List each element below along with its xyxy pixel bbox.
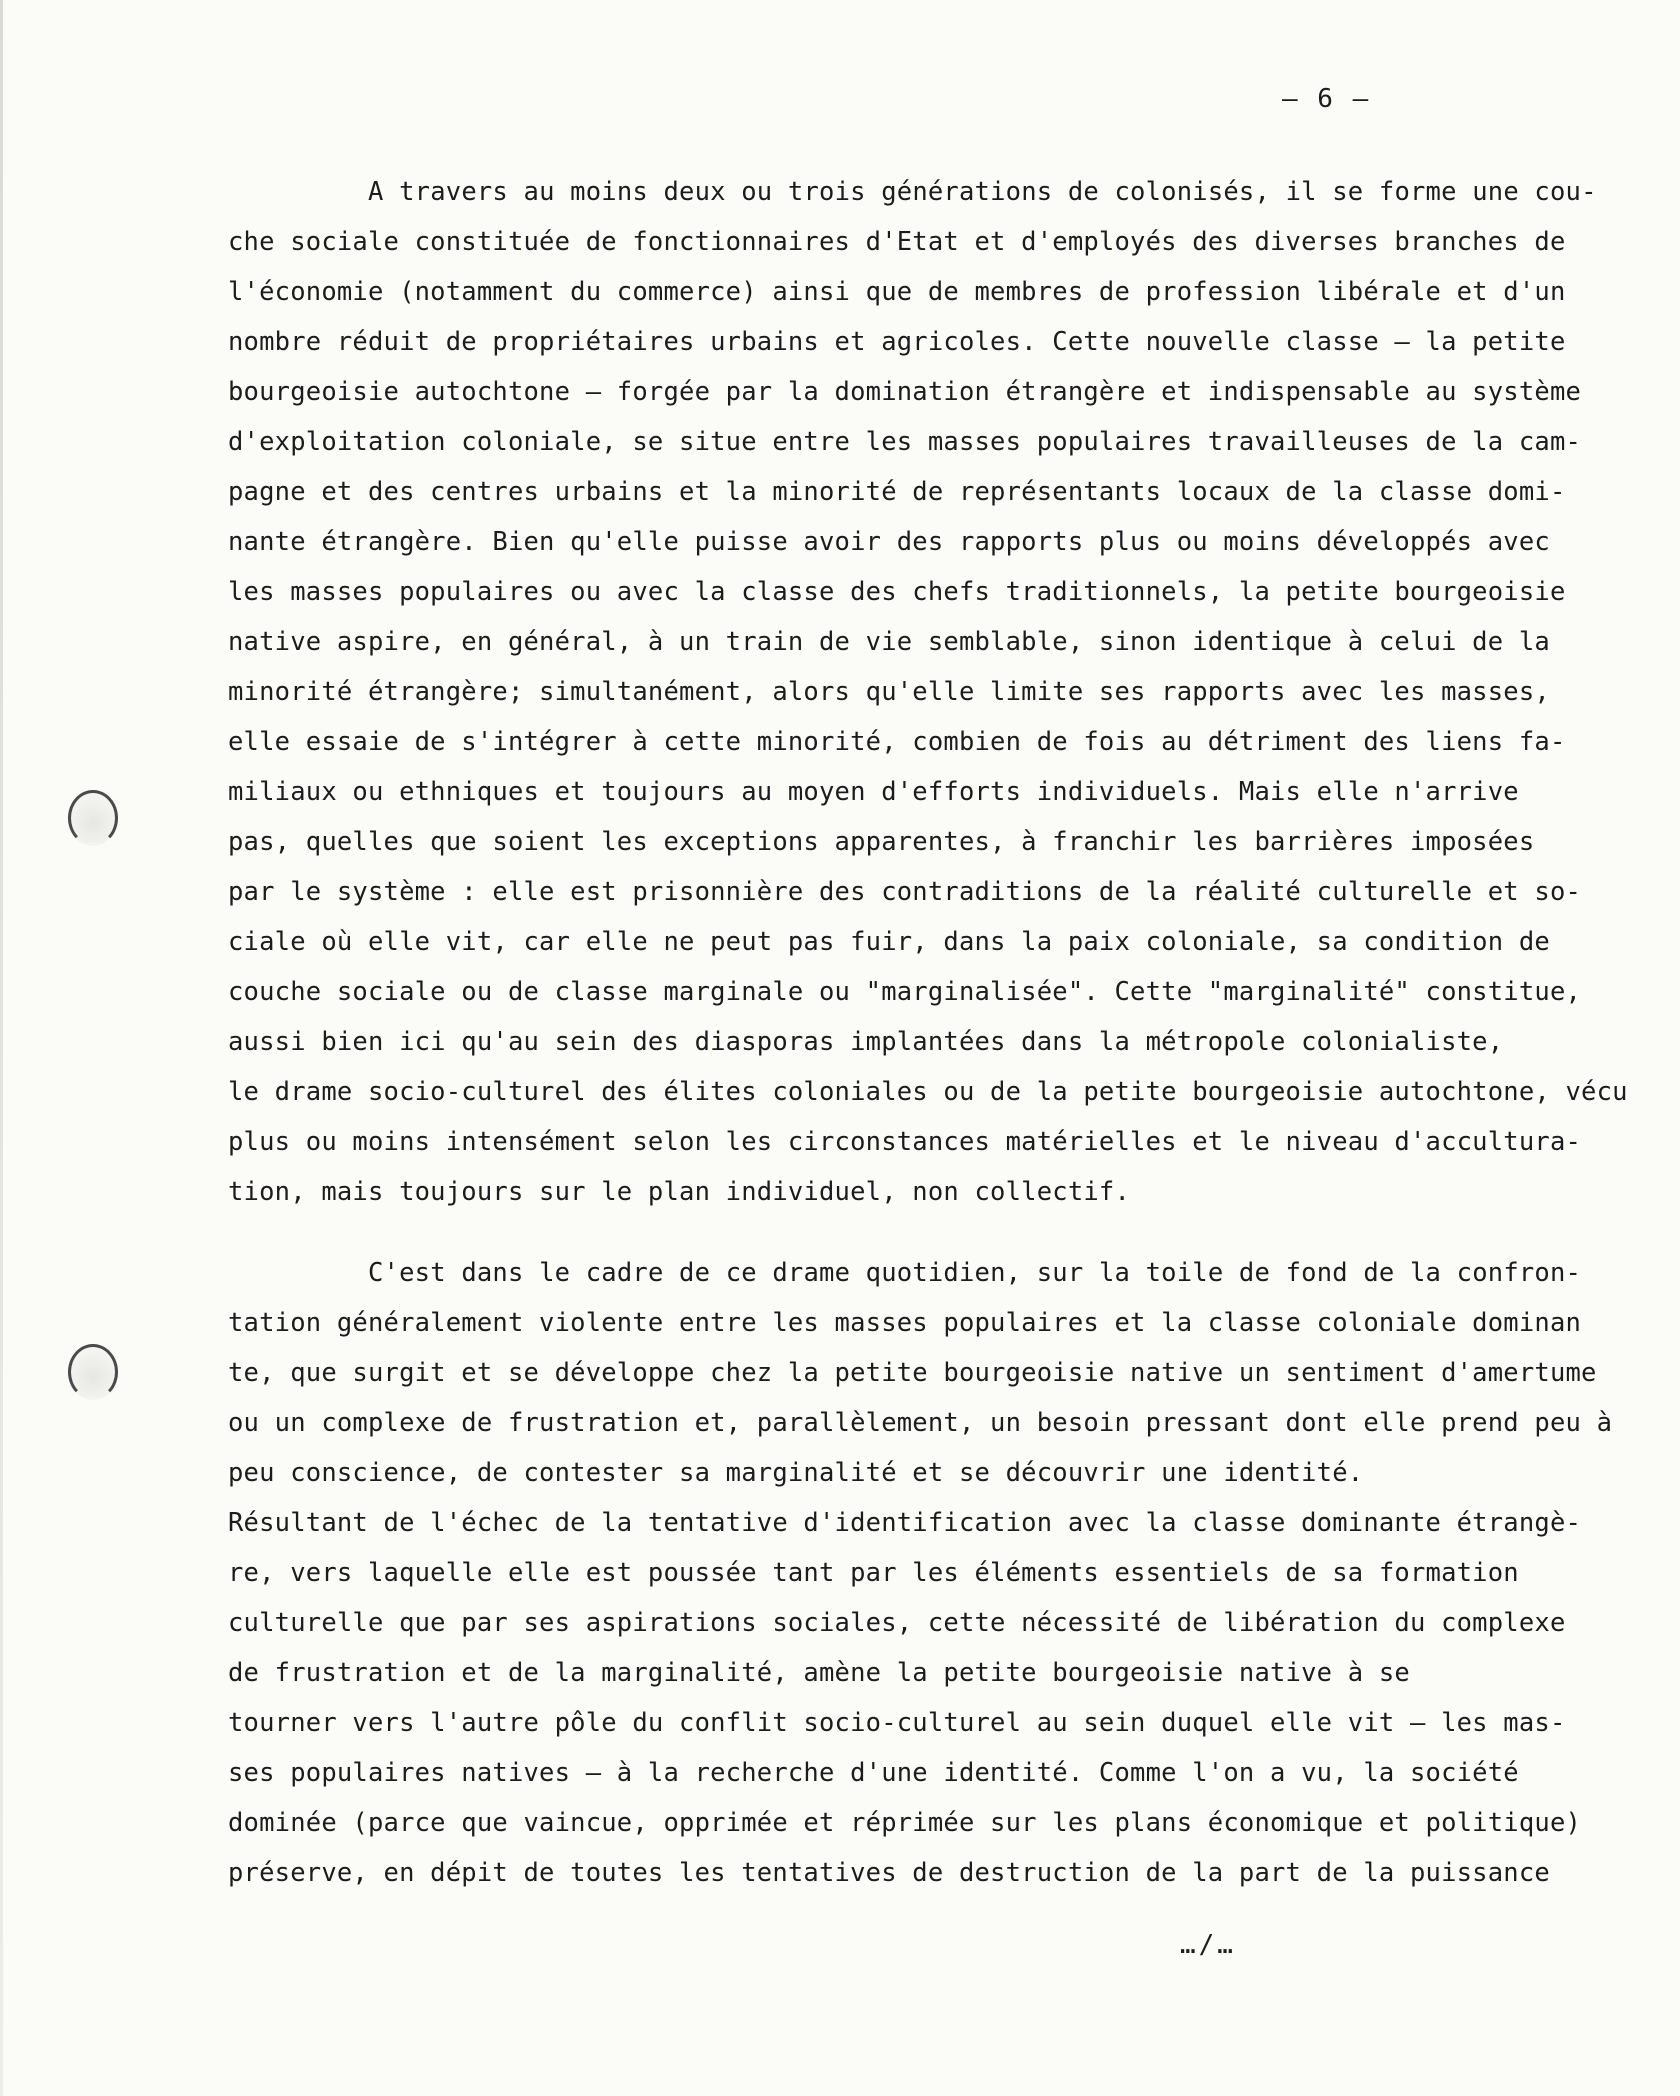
text-line: aussi bien ici qu'au sein des diasporas implantées dans la métropole colonialiste, (228, 1027, 1504, 1057)
text-line: ou un complexe de frustration et, parallèlement, un besoin pressant dont elle prend peu à (228, 1408, 1613, 1438)
text-line: pagne et des centres urbains et la minorité de représentants locaux de la classe domi- (228, 477, 1566, 507)
text-line: miliaux ou ethniques et toujours au moyen d'efforts individuels. Mais elle n'arrive (228, 777, 1519, 807)
text-line: minorité étrangère; simultanément, alors qu'elle limite ses rapports avec les masses, (228, 677, 1550, 707)
paragraph-2 (228, 1248, 1628, 1898)
text-line: tourner vers l'autre pôle du conflit socio-culturel au sein duquel elle vit – les mas- (228, 1708, 1566, 1738)
paragraph-1 (228, 167, 1628, 1217)
text-line: préserve, en dépit de toutes les tentatives de destruction de la part de la puissance (228, 1858, 1550, 1888)
text-line: nombre réduit de propriétaires urbains et agricoles. Cette nouvelle classe – la petite (228, 327, 1566, 357)
text-line: Résultant de l'échec de la tentative d'identification avec la classe dominante étrangè- (228, 1508, 1582, 1538)
page-number: – 6 – (1282, 84, 1371, 114)
text-line: bourgeoisie autochtone – forgée par la domination étrangère et indispensable au système (228, 377, 1582, 407)
text-line: ciale où elle vit, car elle ne peut pas fuir, dans la paix coloniale, sa condition de (228, 927, 1550, 957)
text-line: re, vers laquelle elle est poussée tant par les éléments essentiels de sa formation (228, 1558, 1519, 1588)
text-line: plus ou moins intensément selon les circonstances matérielles et le niveau d'accultura- (228, 1127, 1582, 1157)
punch-hole-top (68, 790, 118, 846)
text-line: native aspire, en général, à un train de vie semblable, sinon identique à celui de la (228, 627, 1550, 657)
text-line: tation généralement violente entre les masses populaires et la classe coloniale dominan (228, 1308, 1582, 1338)
text-line: te, que surgit et se développe chez la petite bourgeoisie native un sentiment d'amertume (228, 1358, 1597, 1388)
text-line: le drame socio-culturel des élites coloniales ou de la petite bourgeoisie autochtone, vécu (228, 1077, 1628, 1107)
text-line: les masses populaires ou avec la classe des chefs traditionnels, la petite bourgeoisie (228, 577, 1566, 607)
text-line: l'économie (notamment du commerce) ainsi que de membres de profession libérale et d'un (228, 277, 1566, 307)
text-line: nante étrangère. Bien qu'elle puisse avoir des rapports plus ou moins développés avec (228, 527, 1550, 557)
continuation-mark: …/… (1180, 1930, 1236, 1960)
text-line: dominée (parce que vaincue, opprimée et réprimée sur les plans économique et politique) (228, 1808, 1582, 1838)
text-line: che sociale constituée de fonctionnaires d'Etat et d'employés des diverses branches de (228, 227, 1566, 257)
text-line: pas, quelles que soient les exceptions apparentes, à franchir les barrières imposées (228, 827, 1535, 857)
scan-edge (0, 0, 3, 2096)
punch-hole-bottom (68, 1344, 118, 1400)
text-line: culturelle que par ses aspirations sociales, cette nécessité de libération du complexe (228, 1608, 1566, 1638)
text-line: tion, mais toujours sur le plan individuel, non collectif. (228, 1177, 1131, 1207)
text-line: elle essaie de s'intégrer à cette minorité, combien de fois au détriment des liens fa- (228, 727, 1566, 757)
text-line: A travers au moins deux ou trois générations de colonisés, il se forme une cou- (368, 177, 1597, 207)
text-line: ses populaires natives – à la recherche d'une identité. Comme l'on a vu, la société (228, 1758, 1519, 1788)
text-line: C'est dans le cadre de ce drame quotidien, sur la toile de fond de la confron- (368, 1258, 1582, 1288)
text-line: de frustration et de la marginalité, amène la petite bourgeoisie native à se (228, 1658, 1410, 1688)
text-line: peu conscience, de contester sa marginalité et se découvrir une identité. (228, 1458, 1364, 1488)
text-line: couche sociale ou de classe marginale ou "marginalisée". Cette "marginalité" constitue, (228, 977, 1582, 1007)
text-line: par le système : elle est prisonnière des contraditions de la réalité culturelle et so- (228, 877, 1582, 907)
text-line: d'exploitation coloniale, se situe entre les masses populaires travailleuses de la cam- (228, 427, 1582, 457)
